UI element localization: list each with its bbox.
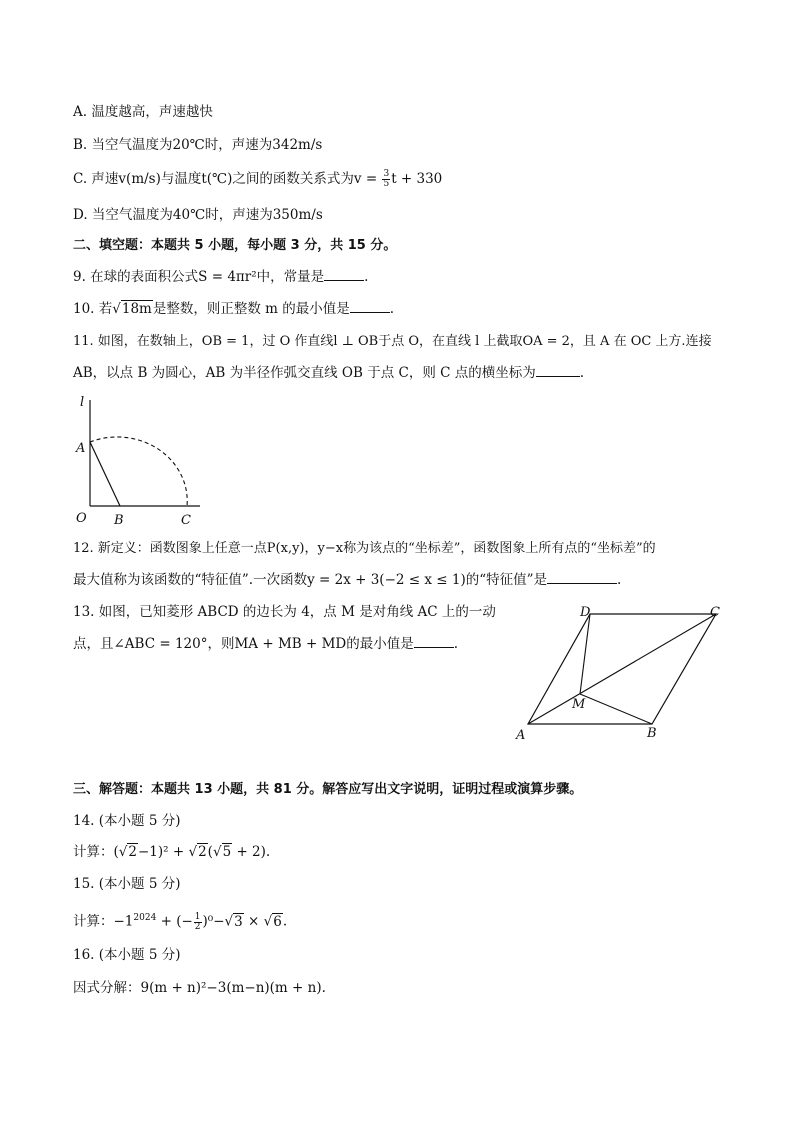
q11-line1: 11. 如图，在数轴上，OB = 1，过 O 作直线l ⊥ OB于点 O，在直线 l 上截取OA = 2，且 A 在 OC 上方.连接 xyxy=(73,334,712,349)
expr-part: × xyxy=(243,913,264,930)
label-m: M xyxy=(572,697,586,712)
q8-option-a: A. 温度越高，声速越快 xyxy=(73,104,213,120)
q8-option-c-tail: t + 330 xyxy=(391,171,443,187)
q11-line2 xyxy=(73,364,584,382)
expr-part: −1)² + xyxy=(137,844,189,860)
segment-mb xyxy=(580,694,652,724)
label-a: A xyxy=(516,728,526,743)
q13-line2 xyxy=(73,635,458,653)
q12-line2 xyxy=(73,571,621,589)
label-a: A xyxy=(76,441,86,456)
q11-figure xyxy=(70,392,210,532)
q16-expression: 因式分解：9(m + n)²−3(m−n)(m + n). xyxy=(73,980,326,996)
fraction xyxy=(194,913,202,932)
q8-option-d: D. 当空气温度为40℃时，声速为350m/s xyxy=(73,207,323,223)
q13-line2-text: 点，且∠ABC = 120°，则MA + MB + MD的最小值是 xyxy=(73,636,414,652)
label-l: l xyxy=(80,395,85,410)
q8-option-c-fraction xyxy=(382,170,390,189)
q8-option-b: B. 当空气温度为20℃时，声速为342m/s xyxy=(73,137,323,153)
fraction-numerator: 3 xyxy=(383,169,390,179)
answer-blank xyxy=(324,268,364,281)
expr-part: . xyxy=(282,913,288,930)
answer-blank xyxy=(547,571,617,584)
section2-heading: 二、填空题：本题共 5 小题，每小题 3 分，共 15 分。 xyxy=(73,238,397,253)
segment-md xyxy=(580,614,590,694)
label-o: O xyxy=(76,511,87,526)
answer-blank xyxy=(350,300,390,313)
radicand: 3 xyxy=(234,913,243,930)
q8-option-c xyxy=(73,170,442,189)
q14-expression: 计算：(√2−1)² + √2(√5 + 2). xyxy=(73,844,271,860)
q15-title: 15. (本小题 5 分) xyxy=(73,876,181,892)
expr-part: + 2). xyxy=(232,844,271,860)
radicand: 2 xyxy=(128,844,137,860)
dashed-arc xyxy=(90,437,187,506)
fraction-denominator: 5 xyxy=(383,179,390,189)
expr-part: −1 xyxy=(113,913,134,930)
radicand: 2 xyxy=(198,844,207,860)
fraction-numerator: 1 xyxy=(194,911,201,922)
label-b: B xyxy=(114,513,124,528)
q9-text: 9. 在球的表面积公式S = 4πr²中，常量是 xyxy=(73,269,325,285)
radicand: 6 xyxy=(273,913,282,930)
section3-heading: 三、解答题：本题共 13 小题，共 81 分。解答应写出文字说明，证明过程或演算步骤。 xyxy=(73,782,583,797)
radicand: 5 xyxy=(222,844,232,860)
answer-blank xyxy=(536,364,580,377)
q15-label: 计算： xyxy=(73,913,114,930)
q12-end: . xyxy=(617,572,622,588)
q13-end: . xyxy=(453,636,459,652)
label-b: B xyxy=(647,726,657,741)
q10-end: . xyxy=(389,301,395,317)
fraction-denominator: 2 xyxy=(194,921,201,932)
expr-part: )⁰− xyxy=(202,913,225,930)
q14-title: 14. (本小题 5 分) xyxy=(73,813,181,829)
expr-part: ( xyxy=(113,844,119,860)
q13-figure xyxy=(510,598,730,748)
q10-radicand: 18m xyxy=(121,301,152,317)
q11-end: . xyxy=(579,365,585,381)
q11-line2-text: AB，以点 B 为圆心，AB 为半径作弧交直线 OB 于点 C，则 C 点的横坐标为 xyxy=(73,365,536,381)
q9 xyxy=(73,268,368,286)
expr-part: ( xyxy=(207,844,213,860)
expr-part: + (− xyxy=(156,913,193,930)
label-d: D xyxy=(580,605,591,620)
segment-ab xyxy=(90,442,120,506)
label-c: C xyxy=(710,605,720,620)
q15-expression: 计算：$-1^{2024}$ + (− $\frac{1}{2}$ )⁰−√3 × √6. xyxy=(73,911,288,932)
exponent: 2024 xyxy=(133,913,157,923)
q10-post: 是整数，则正整数 m 的最小值是 xyxy=(152,301,350,317)
diagonal-ac xyxy=(528,614,716,724)
q9-end: . xyxy=(364,269,369,285)
q10-pre: 10. 若 xyxy=(73,301,113,317)
q8-option-c-text: C. 声速v(m/s)与温度t(℃)之间的函数关系式为v = xyxy=(73,171,382,187)
q12-line2-text: 最大值称为该函数的“特征值”.一次函数y = 2x + 3(−2 ≤ x ≤ 1)的“特征值”是 xyxy=(73,572,548,588)
q16-title: 16. (本小题 5 分) xyxy=(73,947,181,963)
answer-blank xyxy=(414,635,454,648)
q13-line1: 13. 如图，已知菱形 ABCD 的边长为 4，点 M 是对角线 AC 上的一动 xyxy=(73,604,496,620)
label-c: C xyxy=(181,513,191,528)
q12-line1: 12. 新定义：函数图象上任意一点P(x,y)，y−x称为该点的“坐标差”，函数图象上所有点的“坐标差”的 xyxy=(73,541,656,556)
q10: 10. 若√18m是整数，则正整数 m 的最小值是 . xyxy=(73,301,395,317)
q14-label: 计算： xyxy=(73,844,114,860)
